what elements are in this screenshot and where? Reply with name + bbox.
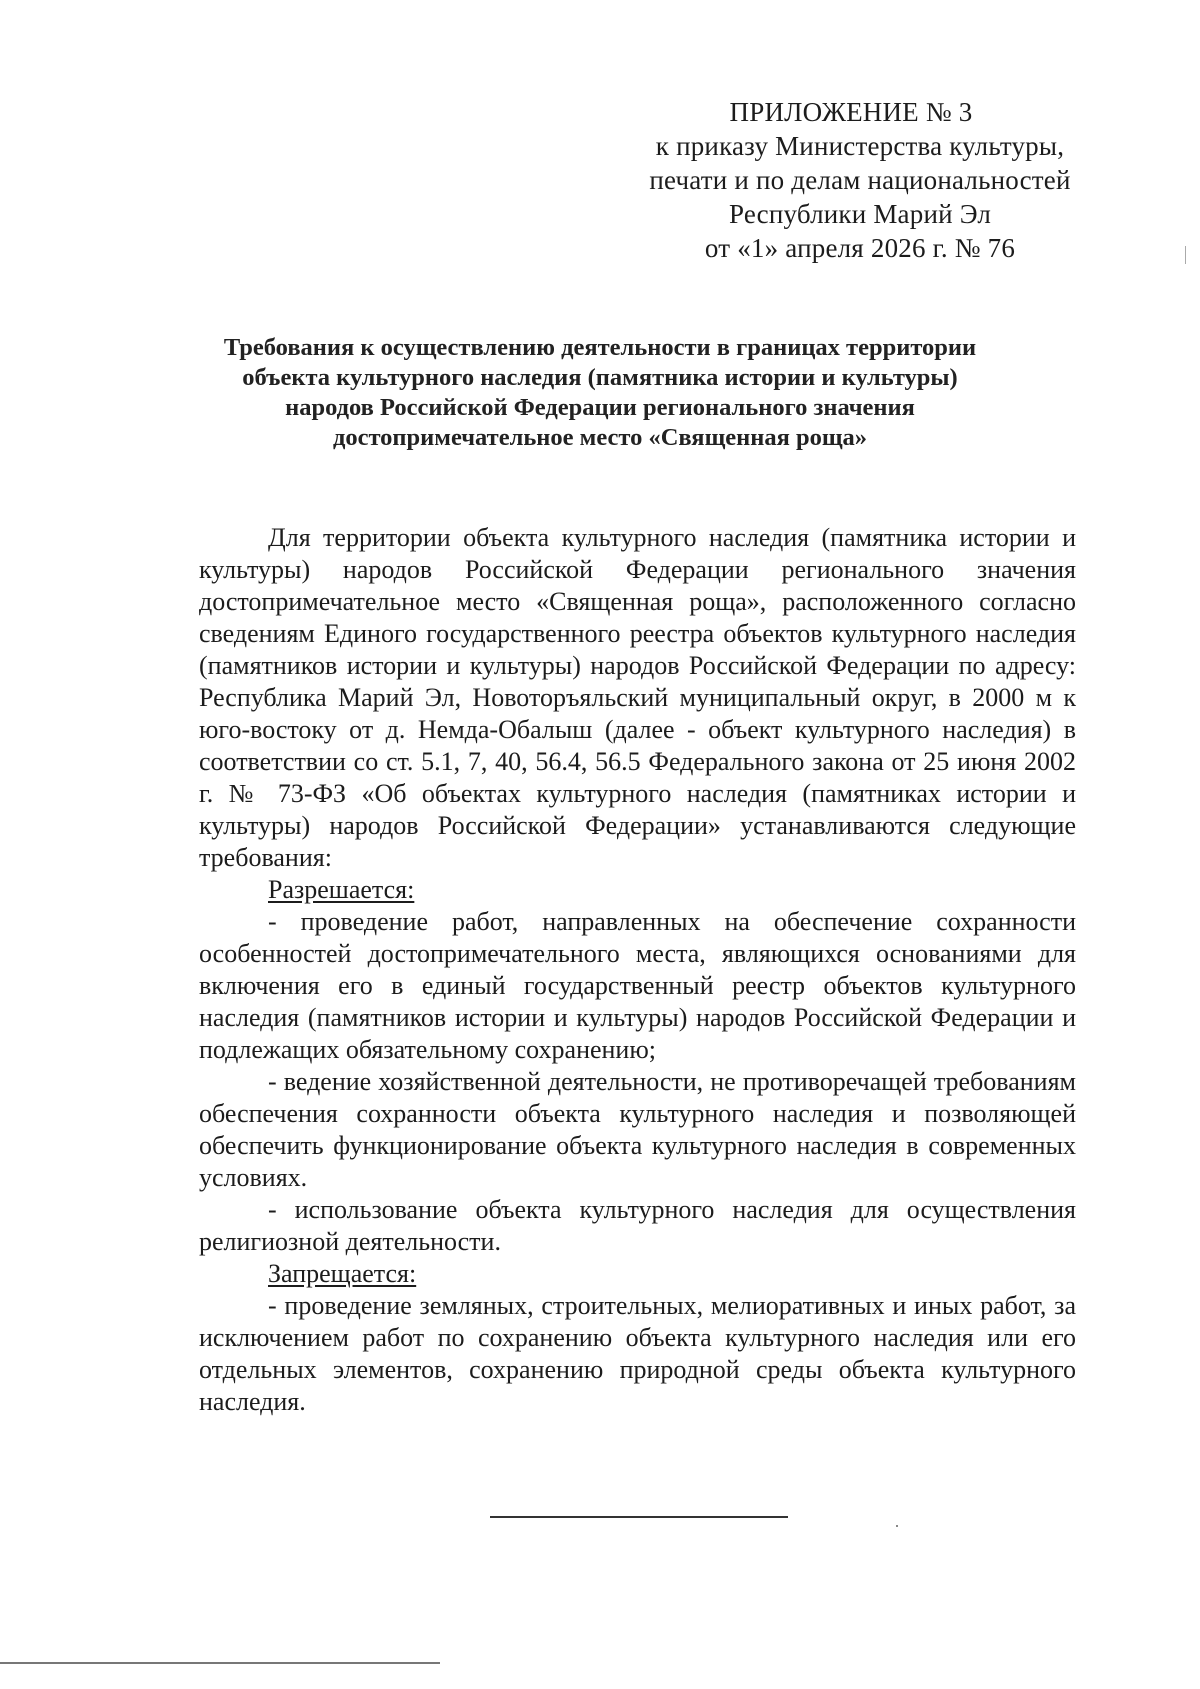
intro-paragraph: Для территории объекта культурного наследия (памятника истории и культуры) народов Российской Федерации регионального значения достопримечательное место «Священная роща», расположенного согласно сведениям Единого государственного реестра объектов культурного наследия (памятников истории и культуры) народов Российской Федерации по адресу: Республика Марий Эл, Новоторъяльский муниципальный округ, в 2000 м к юго-востоку от д. Немда-Обалыш (далее - объект культурного наследия) в соответствии со ст. 5.1, 7, 40, 56.4, 56.5 Федерального закона от 25 июня 2002 г. № 73-ФЗ «Об объектах культурного наследия (памятниках истории и культуры) народов Российской Федерации» устанавливаются следующие требования: — [199, 523, 1076, 872]
document-title — [150, 333, 1050, 453]
scan-dot — [896, 1525, 898, 1527]
appendix-line: Республики Марий Эл — [728, 199, 992, 229]
end-separator-line — [490, 1516, 788, 1518]
title-line: достопримечательное место «Священная роща» — [332, 424, 868, 451]
appendix-header — [620, 95, 1100, 265]
forbidden-heading: Запрещается: — [268, 1259, 417, 1288]
title-line: Требования к осуществлению деятельности в границах территории — [223, 334, 977, 361]
allowed-item: - ведение хозяйственной деятельности, не противоречащей требованиям обеспечения сохранности объекта культурного наследия и позволяющей обеспечить функционирование объекта культурного наследия в современных условиях. — [199, 1067, 1076, 1192]
page-bottom-rule — [0, 1662, 440, 1664]
forbidden-item: - проведение земляных, строительных, мелиоративных и иных работ, за исключением работ по сохранению объекта культурного наследия или его отдельных элементов, сохранению природной среды объекта культурного наследия. — [199, 1291, 1076, 1416]
title-line: объекта культурного наследия (памятника истории и культуры) — [242, 364, 958, 391]
appendix-line: печати и по делам национальностей — [649, 165, 1071, 195]
allowed-item: - использование объекта культурного наследия для осуществления религиозной деятельности. — [199, 1195, 1076, 1256]
allowed-heading: Разрешается: — [268, 875, 415, 904]
document-body — [199, 522, 1076, 1418]
appendix-date-line: от «1» апреля 2026 г. № 76 — [704, 233, 1016, 263]
appendix-line: к приказу Министерства культуры, — [655, 131, 1065, 161]
scan-mark — [1185, 246, 1186, 264]
appendix-title: ПРИЛОЖЕНИЕ № 3 — [729, 97, 973, 127]
allowed-item: - проведение работ, направленных на обеспечение сохранности особенностей достопримечательного места, являющихся основаниями для включения его в единый государственный реестр объектов культурного наследия (памятников истории и культуры) народов Российской Федерации и подлежащих обязательному сохранению; — [199, 907, 1076, 1064]
title-line: народов Российской Федерации регионального значения — [285, 394, 915, 421]
